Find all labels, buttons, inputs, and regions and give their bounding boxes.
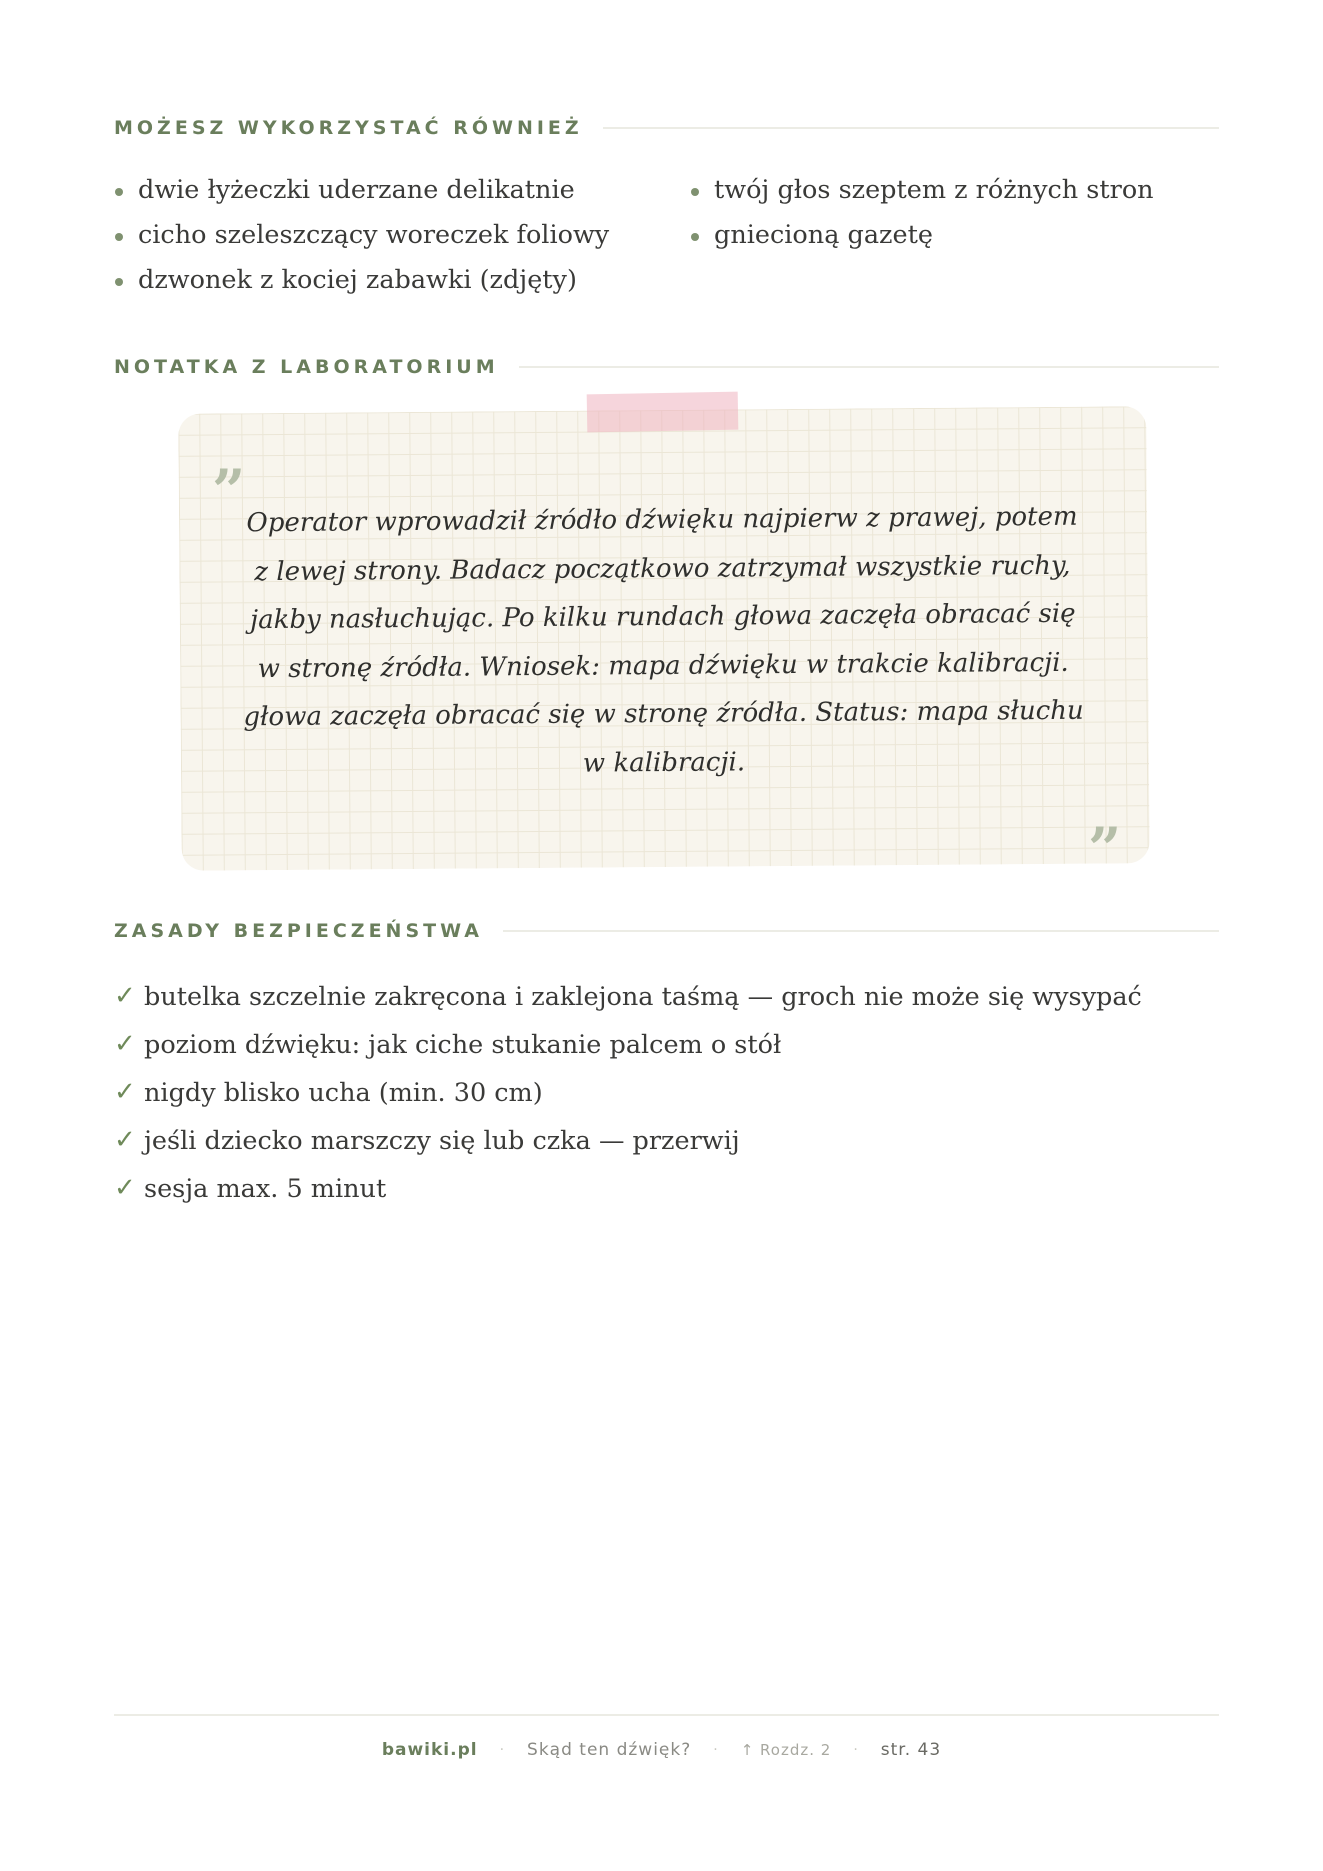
list-item: ✓ sesja max. 5 minut — [114, 1165, 1142, 1213]
list-item: ✓ nigdy blisko ucha (min. 30 cm) — [114, 1069, 1142, 1117]
checkmark-icon: ✓ — [114, 1125, 136, 1155]
list-item: ✓ poziom dźwięku: jak ciche stukanie palcem o stół — [114, 1021, 1142, 1069]
bullet-icon — [115, 188, 123, 196]
list-item: cicho szeleszczący woreczek foliowy — [114, 213, 609, 258]
bullet-icon — [691, 233, 699, 241]
extras-list-left — [114, 168, 609, 303]
section-title: MOŻESZ WYKORZYSTAĆ RÓWNIEŻ — [114, 117, 583, 139]
list-item: ✓ butelka szczelnie zakręcona i zaklejona taśmą — groch nie może się wysypać — [114, 973, 1142, 1021]
list-item: dzwonek z kociej zabawki (zdjęty) — [114, 258, 609, 303]
section-header-safety — [114, 920, 1219, 942]
section-title: ZASADY BEZPIECZEŃSTWA — [114, 920, 483, 942]
lab-note-text: Operator wprowadził źródło dźwięku najpierw z prawej, potem z lewej strony. Badacz początkowo zatrzymał wszystkie ruchy, jakby nasłuchując. Po kilku rundach głowa zaczęła obracać się w stronę źródła. Wniosek: mapa dźwięku w trakcie kalibracji. głowa zaczęła obracać się w stronę źródła. Status: mapa słuchu w kalibracji. — [243, 501, 1084, 779]
section-divider — [503, 930, 1219, 932]
washi-tape — [587, 392, 739, 433]
list-item: dwie łyżeczki uderzane delikatnie — [114, 168, 609, 213]
bullet-icon — [115, 278, 123, 286]
bullet-icon — [115, 233, 123, 241]
checkmark-icon: ✓ — [114, 981, 136, 1011]
list-item: ✓ jeśli dziecko marszczy się lub czka — przerwij — [114, 1117, 1142, 1165]
footer-separator: · — [499, 1742, 506, 1758]
section-header-extras — [114, 117, 1219, 139]
section-title: NOTATKA Z LABORATORIUM — [114, 356, 499, 378]
extras-list-right — [690, 168, 1154, 258]
close-quote-icon: ” — [1088, 815, 1122, 883]
footer-chapter-link[interactable]: ↑ Rozdz. 2 — [740, 1741, 832, 1759]
footer-book-title: Skąd ten dźwięk? — [527, 1740, 692, 1760]
footer-divider — [114, 1714, 1219, 1716]
list-item: gniecioną gazetę — [690, 213, 1154, 258]
footer-separator: · — [713, 1742, 719, 1758]
section-header-lab-note — [114, 356, 1219, 378]
footer-site-link[interactable]: bawiki.pl — [381, 1740, 478, 1760]
checkmark-icon: ✓ — [114, 1173, 136, 1203]
list-item: twój głos szeptem z różnych stron — [690, 168, 1154, 213]
checkmark-icon: ✓ — [114, 1029, 136, 1059]
page-footer — [0, 1740, 1323, 1760]
checkmark-icon: ✓ — [114, 1077, 136, 1107]
safety-list — [114, 973, 1142, 1213]
open-quote-icon: ” — [212, 457, 246, 525]
section-divider — [519, 366, 1219, 368]
section-divider — [603, 127, 1219, 129]
footer-page-number: str. 43 — [880, 1740, 942, 1760]
footer-separator: · — [853, 1742, 859, 1758]
bullet-icon — [691, 188, 699, 196]
